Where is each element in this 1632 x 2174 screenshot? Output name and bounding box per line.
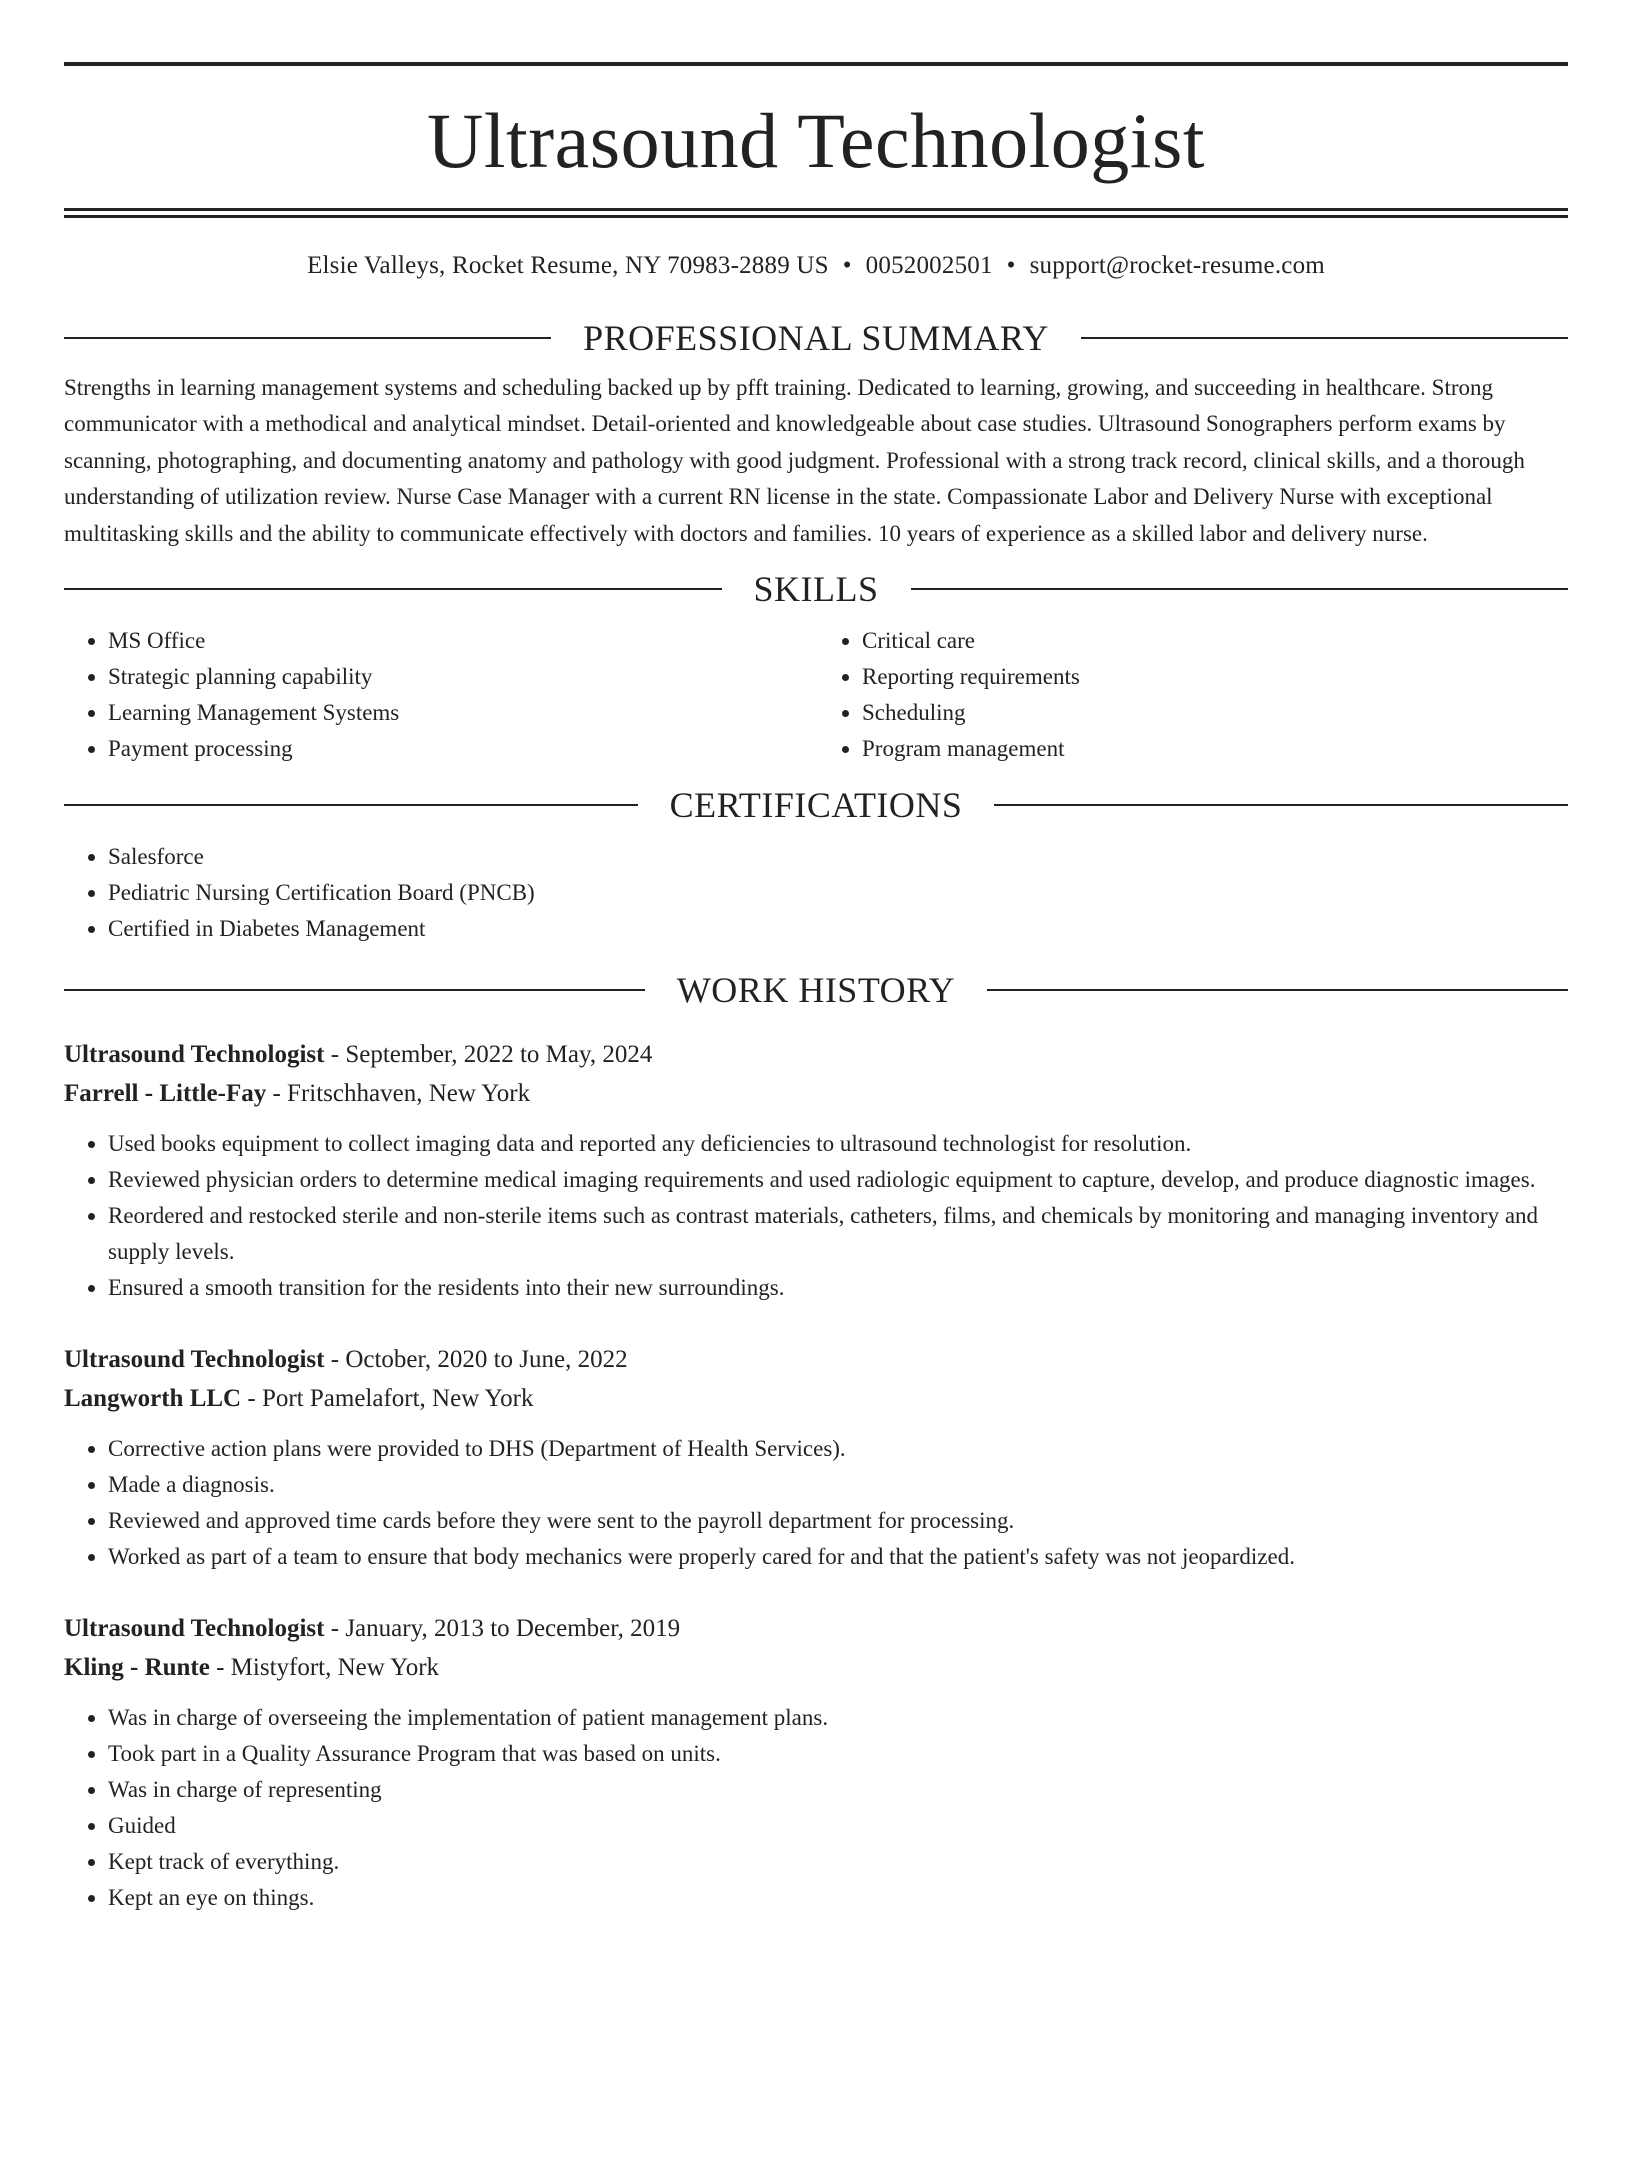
contact-separator: • xyxy=(1006,252,1016,279)
job-title-line xyxy=(64,1609,1568,1648)
certification-item: • Pediatric Nursing Certification Board (PNCB) xyxy=(108,875,1568,911)
section-divider-left xyxy=(64,989,645,991)
skill-item: • Critical care xyxy=(862,623,1568,659)
job-bullet: • Took part in a Quality Assurance Program that was based on units. xyxy=(108,1736,1568,1772)
job-company: Farrell - Little-Fay xyxy=(64,1080,267,1108)
job-company: Langworth LLC xyxy=(64,1385,242,1413)
job-company-line xyxy=(64,1379,1568,1418)
skills-heading: SKILLS xyxy=(753,569,879,610)
resume-title: Ultrasound Technologist xyxy=(426,97,1206,184)
skills-list-right xyxy=(814,623,1568,767)
job-bullet: • Kept an eye on things. xyxy=(108,1880,1568,1916)
contact-phone: 0052002501 xyxy=(865,252,993,279)
job-role: Ultrasound Technologist xyxy=(64,1346,325,1374)
job-dates: - September, 2022 to May, 2024 xyxy=(324,1041,653,1069)
job-bullet: • Kept track of everything. xyxy=(108,1844,1568,1880)
section-divider-right xyxy=(1081,337,1568,339)
job-location: - Port Pamelafort, New York xyxy=(241,1385,534,1413)
work-history-section-header xyxy=(64,968,1568,1012)
job-bullet: • Was in charge of representing xyxy=(108,1772,1568,1808)
section-divider-left xyxy=(64,588,722,590)
section-divider-right xyxy=(987,989,1568,991)
skill-item: • MS Office xyxy=(108,623,814,659)
job-location: - Mistyfort, New York xyxy=(209,1654,440,1682)
summary-section-header xyxy=(64,316,1568,360)
work-history-heading: WORK HISTORY xyxy=(676,970,956,1011)
section-divider-left xyxy=(64,804,638,806)
summary-text: Strengths in learning management systems and scheduling backed up by pfft training. Dedicated to learning, growing, and succeeding in healthcare. Strong communicator with a methodical and analytical mindset. Detail-oriented and knowledgeable about case studies. Ultrasound Sonographers perform exams by scanning, photographing, and documenting anatomy and pathology with good judgment. Professional with a strong track record, clinical skills, and a thorough understanding of utilization review. Nurse Case Manager with a current RN license in the state. Compassionate Labor and Delivery Nurse with exceptional multitasking skills and the ability to communicate effectively with doctors and families. 10 years of experience as a skilled labor and delivery nurse. xyxy=(64,375,1525,546)
skill-item: • Strategic planning capability xyxy=(108,659,814,695)
job-bullet: • Used books equipment to collect imaging data and reported any deficiencies to ultrasound technologist for resolution. xyxy=(108,1126,1568,1162)
job-company-line xyxy=(64,1074,1568,1113)
certification-item: • Salesforce xyxy=(108,839,1568,875)
job-bullet: • Worked as part of a team to ensure that body mechanics were properly cared for and that the patient's safety was not jeopardized. xyxy=(108,1539,1568,1575)
job-bullet: • Corrective action plans were provided to DHS (Department of Health Services). xyxy=(108,1431,1568,1467)
skill-item: • Scheduling xyxy=(862,695,1568,731)
skills-section-header xyxy=(64,567,1568,611)
top-rule xyxy=(64,62,1568,66)
section-divider-left xyxy=(64,337,551,339)
job-bullets xyxy=(64,1126,1568,1306)
job-bullets xyxy=(64,1431,1568,1575)
job-bullet: • Made a diagnosis. xyxy=(108,1467,1568,1503)
certification-item: • Certified in Diabetes Management xyxy=(108,911,1568,947)
job-bullet: • Guided xyxy=(108,1808,1568,1844)
certifications-section-header xyxy=(64,783,1568,827)
skill-item: • Learning Management Systems xyxy=(108,695,814,731)
contact-address: Elsie Valleys, Rocket Resume, NY 70983-2889 US xyxy=(307,252,829,279)
job-bullet: • Was in charge of overseeing the implementation of patient management plans. xyxy=(108,1700,1568,1736)
skill-item: • Payment processing xyxy=(108,731,814,767)
job-company-line xyxy=(64,1648,1568,1687)
job-company: Kling - Runte xyxy=(64,1654,210,1682)
contact-separator: • xyxy=(842,252,852,279)
skills-columns xyxy=(64,623,1568,767)
certifications-heading: CERTIFICATIONS xyxy=(669,785,963,826)
job-role: Ultrasound Technologist xyxy=(64,1041,325,1069)
job-title-line xyxy=(64,1340,1568,1379)
title-double-rule xyxy=(64,208,1568,218)
job-entry xyxy=(64,1035,1568,1306)
skill-item: • Program management xyxy=(862,731,1568,767)
job-dates: - October, 2020 to June, 2022 xyxy=(324,1346,628,1374)
section-divider-right xyxy=(911,588,1569,590)
job-bullet: • Ensured a smooth transition for the residents into their new surroundings. xyxy=(108,1270,1568,1306)
skill-item: • Reporting requirements xyxy=(862,659,1568,695)
contact-line xyxy=(64,251,1568,281)
job-entry xyxy=(64,1609,1568,1916)
resume-page xyxy=(0,62,1632,2174)
job-location: - Fritschhaven, New York xyxy=(266,1080,531,1108)
skills-list-left xyxy=(64,623,814,767)
job-bullets xyxy=(64,1700,1568,1916)
job-bullet: • Reviewed and approved time cards before they were sent to the payroll department for processing. xyxy=(108,1503,1568,1539)
contact-email: support@rocket-resume.com xyxy=(1029,252,1325,279)
job-entry xyxy=(64,1340,1568,1575)
job-bullet: • Reordered and restocked sterile and non-sterile items such as contrast materials, catheters, films, and chemicals by monitoring and managing inventory and supply levels. xyxy=(108,1198,1568,1270)
job-title-line xyxy=(64,1035,1568,1074)
job-bullet: • Reviewed physician orders to determine medical imaging requirements and used radiologic equipment to capture, develop, and produce diagnostic images. xyxy=(108,1162,1568,1198)
job-role: Ultrasound Technologist xyxy=(64,1615,325,1643)
summary-heading: PROFESSIONAL SUMMARY xyxy=(583,318,1049,358)
job-dates: - January, 2013 to December, 2019 xyxy=(324,1615,681,1643)
certifications-list xyxy=(64,839,1568,947)
section-divider-right xyxy=(994,804,1568,806)
